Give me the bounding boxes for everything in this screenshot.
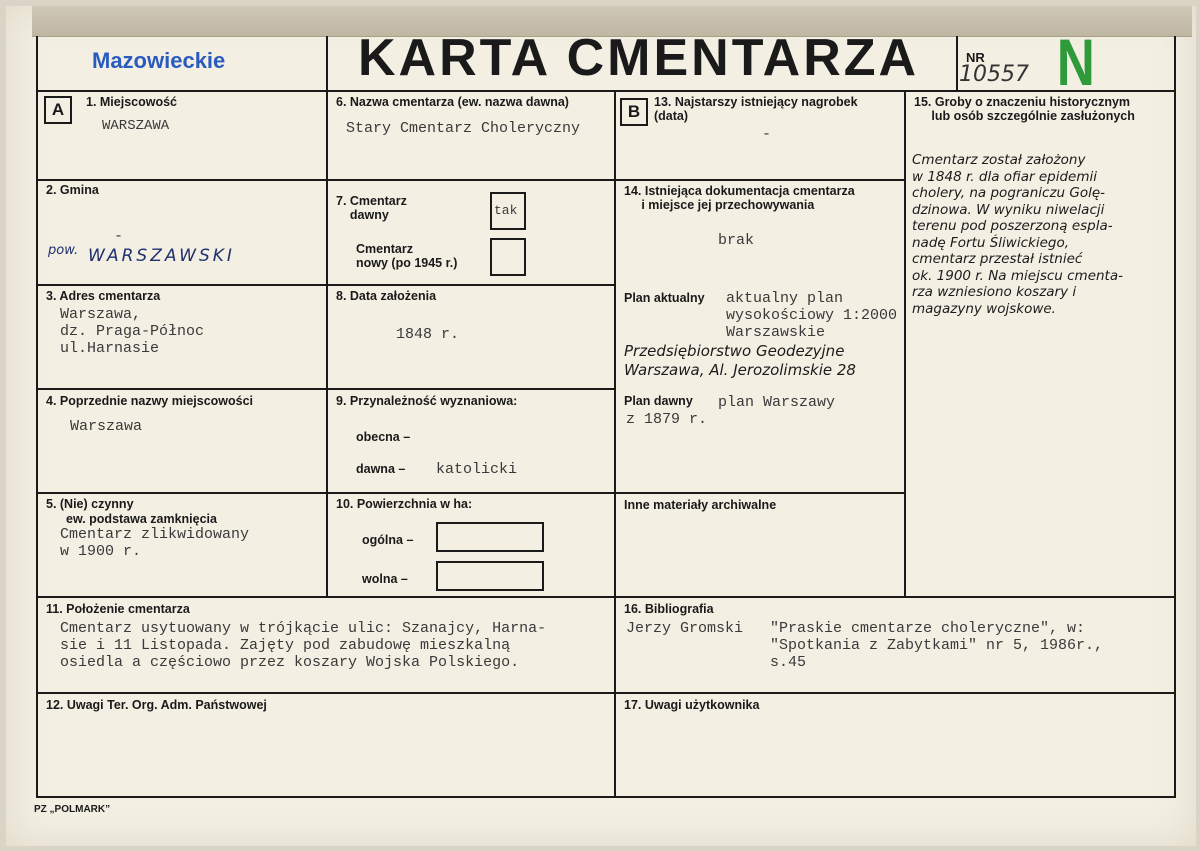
field-10-wolna-box [436,561,544,591]
field-13-label: 13. Najstarszy istniejący nagrobek (data) [654,95,858,123]
field-15-value: Cmentarz został założony w 1848 r. dla ofiar epidemii cholery, na pograniczu Golę- dzinowa. W wyniku niwelacji terenu pod poszerzoną espla- nadę Fortu Śliwickiego, cmentarz przestał istnieć ok. 1900 r. Na miejscu cmenta- rza wzniesiono koszary i magazyny wojskowe. [912,152,1123,317]
frame-bottom [36,796,1176,798]
field-11-label: 11. Położenie cmentarza [46,602,190,616]
field-10-ogolna-box [436,522,544,552]
field-2-dash: - [114,228,124,245]
field-14-plan-dawny-value: plan Warszawy z 1879 r. [626,394,836,428]
header-divider-1 [326,36,328,92]
field-2-value: WARSZAWSKI [88,246,235,266]
field-14-label: 14. Istniejąca dokumentacja cmentarza i miejsce jej przechowywania [624,184,855,212]
field-14-plan-aktualny-value2: Warszawskie [726,324,826,341]
page-title: KARTA CMENTARZA [358,29,920,87]
field-9-dawna: dawna – [356,462,406,476]
field-13-value: - [762,126,772,143]
nr-letter-stamp: N [1056,25,1095,99]
field-4-value: Warszawa [70,418,143,435]
field-14-inne-label: Inne materiały archiwalne [624,498,777,512]
field-7-label-dawny: 7. Cmentarz dawny [336,194,407,222]
row-line-6 [36,692,1176,694]
field-14-plan-dawny-label: Plan dawny [624,394,693,408]
row-line-b2 [614,492,906,494]
field-2-pow: pow. [48,243,79,258]
section-a-box: A [44,96,72,124]
frame-right [1174,36,1176,798]
field-16-label: 16. Bibliografia [624,602,714,616]
section-b-box: B [620,98,648,126]
region-label: Mazowieckie [92,48,226,73]
printer-imprint: PZ „POLMARK” [34,804,111,815]
row-line-b1 [614,179,906,181]
field-10-ogolna: ogólna – [362,533,414,547]
field-14-plan-aktualny-hand: Przedsiębiorstwo Geodezyjne Warszawa, Al. Jerozolimskie 28 [624,342,856,379]
field-16-value: "Praskie cmentarze choleryczne", w: "Spotkania z Zabytkami" nr 5, 1986r., s.45 [770,620,1104,671]
field-15-label: 15. Groby o znaczeniu historycznym lub osób szczególnie zasłużonych [914,95,1135,123]
field-4-label: 4. Poprzednie nazwy miejscowości [46,394,254,408]
field-6-value: Stary Cmentarz Choleryczny [346,120,581,137]
field-1-value: WARSZAWA [102,118,170,134]
col-divider-3 [904,90,906,598]
field-7-dawny-mark: tak [494,203,518,218]
field-9-obecna: obecna – [356,430,411,444]
row-line-3 [36,388,616,390]
row-line-5 [36,596,1176,598]
nr-label: NR [966,50,985,65]
field-1-label: 1. Miejscowość [86,95,178,109]
field-3-label: 3. Adres cmentarza [46,289,161,303]
row-line-1 [36,179,616,181]
field-5-label-2: ew. podstawa zamknięcia [66,512,217,526]
field-10-wolna: wolna – [362,572,408,586]
row-line-2 [36,284,616,286]
col-divider-1 [326,90,328,598]
field-7-nowy-checkbox [490,238,526,276]
field-2-label: 2. Gmina [46,183,99,197]
field-6-label: 6. Nazwa cmentarza (ew. nazwa dawna) [336,95,569,109]
field-16-author: Jerzy Gromski [626,620,744,637]
nr-value: 10557 [959,62,1029,87]
field-7-label-nowy: Cmentarz nowy (po 1945 r.) [356,242,458,270]
header-divider-2 [956,36,958,92]
field-8-label: 8. Data założenia [336,289,437,303]
row-line-4 [36,492,616,494]
field-9-label: 9. Przynależność wyznaniowa: [336,394,518,408]
field-12-label: 12. Uwagi Ter. Org. Adm. Państwowej [46,698,267,712]
field-14-value: brak [718,232,755,249]
cemetery-card [6,6,1196,846]
field-5-label-1: 5. (Nie) czynny [46,497,134,511]
field-8-value: 1848 r. [396,326,460,343]
frame-header-bottom [36,90,1176,92]
field-14-plan-aktualny-label: Plan aktualny [624,291,705,305]
field-9-dawna-value: katolicki [436,461,518,478]
field-17-label: 17. Uwagi użytkownika [624,698,760,712]
field-11-value: Cmentarz usytuowany w trójkącie ulic: Szanajcy, Harna- sie i 11 Listopada. Zajęty pod zabudowę mieszkalną osiedla a częściowo przez koszary Wojska Polskiego. [60,620,547,671]
field-5-value: Cmentarz zlikwidowany w 1900 r. [60,526,250,560]
field-3-value: Warszawa, dz. Praga-Północ ul.Harnasie [60,306,205,357]
frame-left [36,36,38,798]
field-10-label: 10. Powierzchnia w ha: [336,497,473,511]
field-14-plan-aktualny-value: aktualny plan wysokościowy 1:2000 [726,290,898,324]
